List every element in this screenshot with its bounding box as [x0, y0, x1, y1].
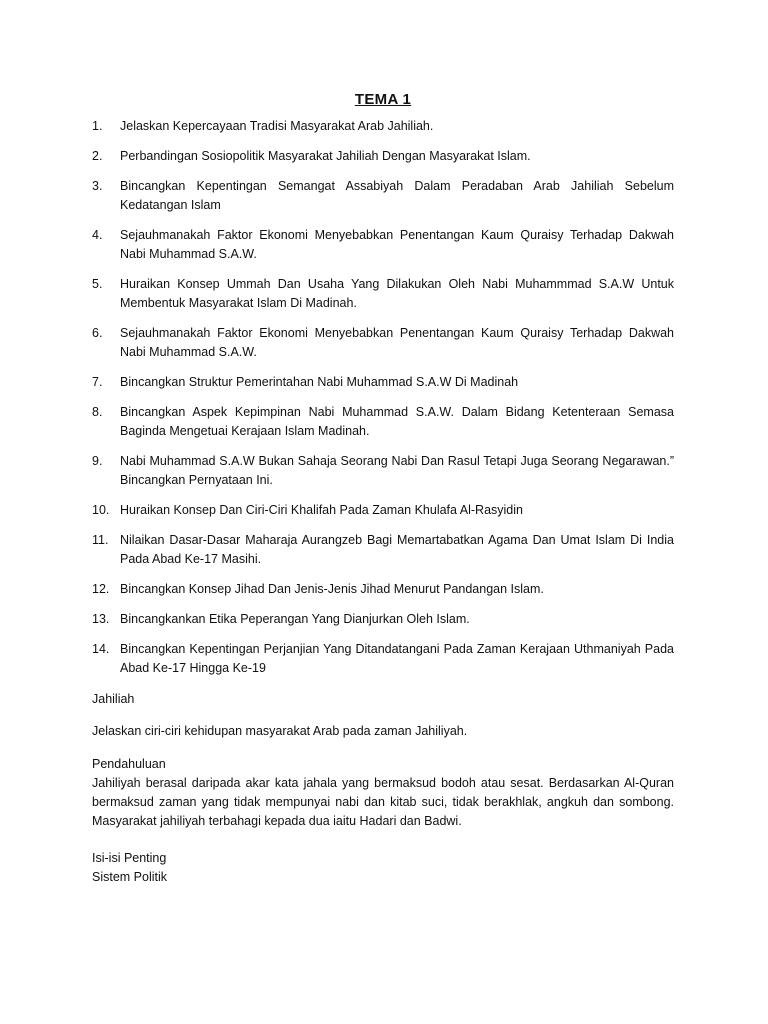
- item-number: 11.: [92, 533, 109, 547]
- item-text: Nilaikan Dasar-Dasar Maharaja Aurangzeb Bagi Memartabatkan Agama Dan Umat Islam Di India Pada Abad Ke-17 Masihi.: [120, 533, 674, 566]
- intro-paragraph: Jahiliyah berasal daripada akar kata jahala yang bermaksud bodoh atau sesat. Berdasarkan Al-Quran bermaksud zaman yang tidak mempunyai nabi dan kitab suci, tidak berakhlak, angkuh dan sombong. Masyarakat jahiliyah terbahagi kepada dua iaitu Hadari dan Badwi.: [92, 776, 674, 828]
- list-item: [92, 147, 674, 166]
- item-text: Huraikan Konsep Ummah Dan Usaha Yang Dilakukan Oleh Nabi Muhammmad S.A.W Untuk Membentuk Masyarakat Islam Di Madinah.: [120, 277, 674, 310]
- item-text: Bincangkan Struktur Pemerintahan Nabi Muhammad S.A.W Di Madinah: [120, 375, 519, 389]
- list-item: [92, 177, 674, 215]
- list-item: [92, 580, 674, 599]
- item-text: Bincangkan Kepentingan Semangat Assabiyah Dalam Peradaban Arab Jahiliah Sebelum Kedatangan Islam: [120, 179, 674, 212]
- list-item: [92, 531, 674, 569]
- list-item: [92, 373, 674, 392]
- item-number: 1.: [92, 119, 103, 133]
- subheading: Sistem Politik: [92, 870, 168, 884]
- item-number: 6.: [92, 326, 103, 340]
- item-text: Perbandingan Sosiopolitik Masyarakat Jahiliah Dengan Masyarakat Islam.: [120, 149, 531, 163]
- item-number: 14.: [92, 642, 110, 656]
- intro-heading: Pendahuluan: [92, 757, 166, 771]
- section-question: Jelaskan ciri-ciri kehidupan masyarakat Arab pada zaman Jahiliyah.: [92, 724, 468, 738]
- list-item: [92, 117, 674, 136]
- item-text: Bincangkan Aspek Kepimpinan Nabi Muhammad S.A.W. Dalam Bidang Ketenteraan Semasa Baginda Mengetuai Kerajaan Islam Madinah.: [120, 405, 674, 438]
- list-item: [92, 501, 674, 520]
- item-text: Huraikan Konsep Dan Ciri-Ciri Khalifah Pada Zaman Khulafa Al-Rasyidin: [120, 503, 523, 517]
- item-text: Sejauhmanakah Faktor Ekonomi Menyebabkan Penentangan Kaum Quraisy Terhadap Dakwah Nabi Muhammad S.A.W.: [120, 228, 674, 261]
- item-number: 2.: [92, 149, 103, 163]
- list-item: [92, 452, 674, 490]
- item-text: Bincangkan Kepentingan Perjanjian Yang Ditandatangani Pada Zaman Kerajaan Uthmaniyah Pada Abad Ke-17 Hingga Ke-19: [120, 642, 674, 675]
- item-number: 10.: [92, 503, 110, 517]
- document-title: TEMA 1: [354, 91, 412, 108]
- item-text: Sejauhmanakah Faktor Ekonomi Menyebabkan Penentangan Kaum Quraisy Terhadap Dakwah Nabi Muhammad S.A.W.: [120, 326, 674, 359]
- document-page: [92, 90, 674, 887]
- item-number: 9.: [92, 454, 103, 468]
- item-number: 8.: [92, 405, 103, 419]
- item-number: 13.: [92, 612, 110, 626]
- list-item: [92, 640, 674, 678]
- list-item: [92, 226, 674, 264]
- list-item: [92, 275, 674, 313]
- key-points-heading: Isi-isi Penting: [92, 851, 167, 865]
- item-text: Jelaskan Kepercayaan Tradisi Masyarakat Arab Jahiliah.: [120, 119, 434, 133]
- list-item: [92, 403, 674, 441]
- item-number: 12.: [92, 582, 110, 596]
- section-heading: Jahiliah: [92, 692, 135, 706]
- item-number: 7.: [92, 375, 103, 389]
- item-text: Bincangkankan Etika Peperangan Yang Dianjurkan Oleh Islam.: [120, 612, 470, 626]
- question-list: [92, 117, 674, 678]
- item-number: 4.: [92, 228, 103, 242]
- item-number: 3.: [92, 179, 103, 193]
- item-text: Bincangkan Konsep Jihad Dan Jenis-Jenis Jihad Menurut Pandangan Islam.: [120, 582, 544, 596]
- item-text: Nabi Muhammad S.A.W Bukan Sahaja Seorang Nabi Dan Rasul Tetapi Juga Seorang Negarawan.” Bincangkan Pernyataan Ini.: [120, 454, 674, 487]
- list-item: [92, 324, 674, 362]
- item-number: 5.: [92, 277, 103, 291]
- list-item: [92, 610, 674, 629]
